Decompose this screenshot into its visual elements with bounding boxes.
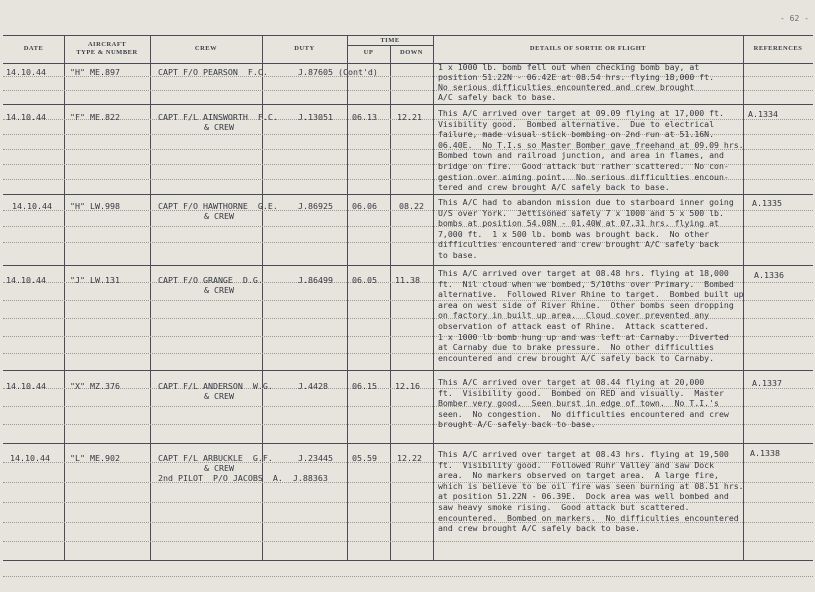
row-4-crew-line-1: CAPT F/O GRANGE D.G. xyxy=(158,275,263,285)
row-3-crew-line-1: CAPT F/O HAWTHORNE G.E. xyxy=(158,201,278,211)
header-aircraft-line2: TYPE & NUMBER xyxy=(76,49,138,56)
row-4-time-up: 06.05 xyxy=(352,275,377,285)
row-1-details-line-2: position 51.22N - 06.42E at 08.54 hrs. flying 18,000 ft. xyxy=(438,72,715,82)
rule-row-4 xyxy=(3,370,813,371)
row-1-duty: J.87605 (Cont'd) xyxy=(298,67,378,77)
row-5-date: 14.10.44 xyxy=(6,381,46,391)
row-4-details-line-2: ft. Nil cloud when we bombed, 5/10ths over Primary. Bombed xyxy=(438,278,734,289)
header-date: DATE xyxy=(23,45,44,52)
row-1-details-line-4: A/C safely back to base. xyxy=(438,92,557,102)
row-6-time-down: 12.22 xyxy=(397,453,422,463)
row-2-details-line-8: tered and crew brought A/C safely back to base. xyxy=(438,182,670,193)
row-5-duty: J.4428 xyxy=(298,381,328,391)
rule-row-5 xyxy=(3,443,813,444)
row-6-crew-line-3: 2nd PILOT P/O JACOBS A. J.88363 xyxy=(158,473,328,483)
row-3-details-line-6: to base. xyxy=(438,250,478,260)
row-3-aircraft: "H" LW.998 xyxy=(70,201,120,211)
row-6-aircraft: "L" ME.902 xyxy=(70,453,120,463)
row-1-details-line-3: No serious difficulties encountered and crew brought xyxy=(438,82,695,92)
row-6-crew-line-2: & CREW xyxy=(204,463,234,473)
row-6-details-line-1: This A/C arrived over target at 08.43 hrs. flying at 19,500 xyxy=(438,449,729,459)
row-2-crew-line-2: & CREW xyxy=(204,122,234,132)
row-4-details-line-9: encountered and crew brought A/C safely back to Carnaby. xyxy=(438,352,715,363)
row-4-duty: J.86499 xyxy=(298,275,333,285)
row-6-details-line-4: which is believe to be oil fire was seen burning at 08.51 hrs. xyxy=(438,480,744,491)
row-4-details-line-3: alternative. Followed River Rhine to target. Bombed built up xyxy=(438,289,744,300)
row-2-details-line-1: This A/C arrived over target at 09.09 flying at 17,000 ft. xyxy=(438,108,724,118)
header-aircraft-line1: AIRCRAFT xyxy=(87,41,127,48)
row-3-details-line-5: difficulties encountered and crew brought A/C safely back xyxy=(438,239,719,250)
row-5-details-line-2: ft. Visibility good. Bombed on RED and visually. Master xyxy=(438,387,724,398)
row-4-details-line-7: 1 x 1000 lb bomb hung up and was left at Carnaby. Diverted xyxy=(438,331,729,342)
rule-row-2 xyxy=(3,194,813,195)
row-4-crew-line-2: & CREW xyxy=(204,285,234,295)
row-1-date: 14.10.44 xyxy=(6,67,46,77)
row-2-duty: J.13051 xyxy=(298,112,333,122)
row-2-reference: A.1334 xyxy=(748,109,778,119)
row-3-details-line-2: U/S over York. Jettisoned safely 7 x 1000 and 5 x 500 lb. xyxy=(438,207,724,218)
header-details: DETAILS OF SORTIE OR FLIGHT xyxy=(529,45,647,52)
row-6-duty: J.23445 xyxy=(298,453,333,463)
rule-row-6 xyxy=(3,560,813,561)
row-4-details-line-1: This A/C arrived over target at 08.48 hrs. flying at 18,000 xyxy=(438,268,729,278)
header-references: REFERENCES xyxy=(753,45,803,52)
row-2-details-line-5: Bombed town and railroad junction, and area in flames, and xyxy=(438,150,724,161)
row-4-details-line-5: on factory in built up area. Cloud cover prevented any xyxy=(438,310,710,321)
row-3-details-line-4: 7,000 ft. 1 x 500 lb. bomb was brought back. No other xyxy=(438,228,710,239)
rule-row-3 xyxy=(3,265,813,266)
row-3-details-line-3: bombs at position 54.08N - 01.40W at 07.31 hrs. flying at xyxy=(438,218,719,229)
row-4-details-line-4: area on west side of River Rhine. Other bombs seen dropping xyxy=(438,299,734,310)
row-6-time-up: 05.59 xyxy=(352,453,377,463)
row-3-crew-line-2: & CREW xyxy=(204,211,234,221)
row-5-aircraft: "X" MZ.376 xyxy=(70,381,120,391)
row-6-details-line-8: and crew brought A/C safely back to base. xyxy=(438,523,641,534)
row-3-time-up: 06.06 xyxy=(352,201,377,211)
row-1-crew-line-1: CAPT F/O PEARSON F.C. xyxy=(158,67,268,77)
row-6-details-line-5: at position 51.22N - 06.39E. Dock area was well bombed and xyxy=(438,491,729,502)
row-2-crew-line-1: CAPT F/L AINSWORTH F.C. xyxy=(158,112,278,122)
row-2-details-line-3: failure, made visual stick bombing on 2nd run at 51.16N. xyxy=(438,129,715,140)
row-2-details-line-4: 06.40E. No T.I.s so Master Bomber gave freehand at 09.09 hrs. xyxy=(438,139,744,150)
row-4-date: 14.10.44 xyxy=(6,275,46,285)
row-2-details-line-2: Visibility good. Bombed alternative. Due to electrical xyxy=(438,118,715,129)
row-6-details-line-6: saw heavy smoke rising. Good attack but scattered. xyxy=(438,502,690,512)
row-3-details-line-1: This A/C had to abandon mission due to starboard inner going xyxy=(438,197,734,207)
row-4-aircraft: "J" LW.131 xyxy=(70,275,120,285)
row-6-date: 14.10.44 xyxy=(10,453,50,463)
row-5-details-line-1: This A/C arrived over target at 08.44 flying at 20,000 xyxy=(438,377,705,387)
row-4-details-line-8: at Carnaby due to brake pressure. No other difficulties xyxy=(438,342,715,353)
row-5-details-line-3: Bomber very good. Seen burst in edge of town. No T.I.'s xyxy=(438,398,719,409)
row-4-time-down: 11.38 xyxy=(395,275,420,285)
row-2-time-up: 06.13 xyxy=(352,112,377,122)
row-2-details-line-6: bridge on fire. Good attack but rather scattered. No con- xyxy=(438,161,729,171)
row-2-details-line-7: gestion over aiming point. No serious difficulties encoun- xyxy=(438,171,729,182)
row-3-duty: J.86925 xyxy=(298,201,333,211)
row-1-details-line-1: 1 x 1000 lb. bomb fell out when checking bomb bay, at xyxy=(438,62,700,72)
row-6-reference: A.1338 xyxy=(750,448,780,458)
row-3-reference: A.1335 xyxy=(752,198,782,208)
row-5-crew-line-1: CAPT F/L ANDERSON W.G. xyxy=(158,381,273,391)
header-time: TIME xyxy=(380,37,400,44)
row-2-time-down: 12.21 xyxy=(397,112,422,122)
row-6-crew-line-1: CAPT F/L ARBUCKLE G.F. xyxy=(158,453,273,463)
row-5-details-line-5: brought A/C safely back to base. xyxy=(438,419,596,430)
row-5-time-up: 06.15 xyxy=(352,381,377,391)
row-6-details-line-3: area. No markers observed on target area. A large fire, xyxy=(438,470,719,481)
header-up: UP xyxy=(363,49,374,56)
row-2-date: 14.10.44 xyxy=(6,112,46,122)
header-down: DOWN xyxy=(400,49,423,56)
row-6-details-line-2: ft. Visibility good. Followed Ruhr Valley and saw Dock xyxy=(438,459,715,470)
header-crew: CREW xyxy=(194,45,218,52)
row-3-time-down: 08.22 xyxy=(399,201,424,211)
row-5-details-line-4: seen. No congestion. No difficulties encountered and crew xyxy=(438,408,729,419)
row-4-details-line-6: observation of attack east of Rhine. Attack scattered. xyxy=(438,321,710,331)
row-4-reference: A.1336 xyxy=(754,270,784,280)
page-number: - 62 - xyxy=(780,14,809,23)
row-2-aircraft: "F" ME.822 xyxy=(70,112,120,122)
rule-row-1 xyxy=(3,104,813,105)
row-6-details-line-7: encountered. Bombed on markers. No difficulties encountered xyxy=(438,512,739,523)
row-5-time-down: 12.16 xyxy=(395,381,420,391)
row-5-crew-line-2: & CREW xyxy=(204,391,234,401)
row-1-aircraft: "H" ME.897 xyxy=(70,67,120,77)
rule-top xyxy=(3,35,813,36)
header-duty: DUTY xyxy=(294,45,315,52)
row-3-date: 14.10.44 xyxy=(12,201,52,211)
row-5-reference: A.1337 xyxy=(752,378,782,388)
